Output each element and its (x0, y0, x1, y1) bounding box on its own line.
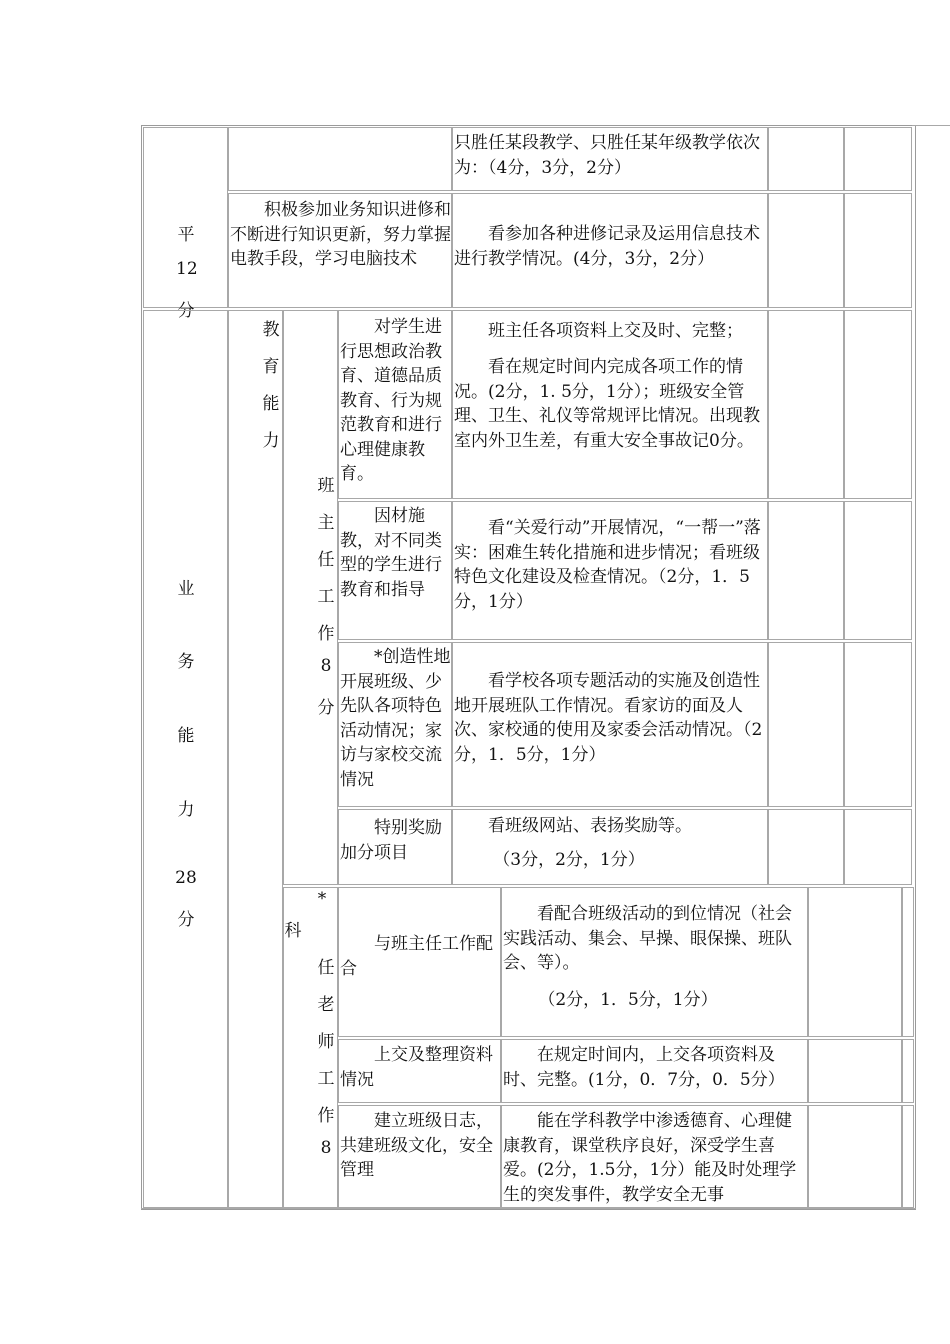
score-cell (844, 501, 912, 640)
score-cell (902, 887, 914, 1037)
item-cell (338, 1039, 501, 1103)
standard-text: 在规定时间内，上交各项资料及时、完整。(1分，0．7分，0．5分） (503, 1045, 785, 1090)
score-cell (902, 1105, 914, 1208)
category-char: 育 (262, 357, 280, 377)
standard-text: 看配合班级活动的到位情况（社会实践活动、集会、早操、眼保操、班队会、等）。 (503, 904, 792, 973)
section-label-cell (143, 310, 228, 1208)
subcategory-char: 老 (317, 995, 335, 1015)
standard-text: 看在规定时间内完成各项工作的情况。(2分，1. 5分，1分）；班级安全管理、卫生、礼仪等常规评比情况。出现教室内外卫生差，有重大安全事故记0分。 (454, 357, 760, 451)
item-cell (338, 642, 452, 807)
score-cell (768, 501, 844, 640)
score-cell (902, 1039, 914, 1103)
item-text: 对学生进行思想政治教育、道德品质教育、行为规范教育和进行心理健康教育。 (340, 317, 442, 484)
item-cell (338, 887, 501, 1037)
subcategory-char: 分 (317, 698, 335, 718)
score-cell (808, 887, 902, 1037)
category-char: 能 (262, 394, 280, 414)
score-cell (844, 310, 912, 499)
section-label-char: 28 (175, 868, 197, 888)
item-text: 积极参加业务知识进修和不断进行知识更新，努力掌握电教手段，学习电脑技术 (230, 200, 451, 269)
item-cell (338, 1105, 501, 1208)
score-cell (768, 809, 844, 885)
section-label-char: 平 (177, 225, 195, 245)
section-label-char: 分 (177, 301, 195, 321)
table-bottom-rule (141, 1208, 916, 1209)
standard-text: （2分，1．5分，1分） (538, 990, 718, 1010)
score-cell (768, 642, 844, 807)
table-edge-rule (912, 125, 950, 126)
item-cell (338, 501, 452, 640)
score-cell (768, 127, 844, 191)
subcategory-char: 师 (317, 1032, 335, 1052)
standard-text: （3分，2分，1分） (493, 850, 645, 870)
category-char: 教 (262, 320, 280, 340)
item-text: 上交及整理资料情况 (340, 1045, 493, 1090)
standard-cell (452, 127, 768, 191)
item-cell (338, 809, 452, 885)
score-cell (844, 127, 912, 191)
standard-cell (452, 310, 768, 499)
standard-text: 看学校各项专题活动的实施及创造性地开展班队工作情况。看家访的面及人次、家校通的使用及家委会活动情况。（2分，1．5分，1分） (454, 671, 763, 765)
section-label-cell (143, 127, 228, 308)
standard-cell (452, 642, 768, 807)
subcategory-char: 主 (317, 513, 335, 533)
section-label-char: 力 (177, 800, 195, 820)
item-cell (228, 193, 452, 308)
subcategory-char: 作 (317, 624, 335, 644)
subcategory-char: 任 (317, 550, 335, 570)
item-text: 特别奖励加分项目 (340, 818, 442, 863)
item-text: 与班主任工作配合 (340, 934, 493, 979)
section-label-char: 分 (177, 910, 195, 930)
standard-cell (501, 1039, 808, 1103)
score-cell (844, 193, 912, 308)
standard-cell (501, 887, 808, 1037)
standard-cell (452, 809, 768, 885)
subcategory-char: 8 (320, 656, 332, 676)
standard-text: 看参加各种进修记录及运用信息技术进行教学情况。(4分，3分，2分） (454, 224, 760, 269)
standard-text: 看“关爱行动”开展情况，“一帮一”落实：困难生转化措施和进步情况；看班级特色文化建设及检查情况。（2分，1．5分，1分） (454, 518, 761, 612)
section-label-char: 务 (177, 652, 195, 672)
subcategory-char: 作 (317, 1106, 335, 1126)
item-text: 因材施教，对不同类型的学生进行教育和指导 (340, 506, 442, 600)
subcategory-char: 科 (284, 921, 302, 941)
item-cell (338, 310, 452, 499)
section-label-char: 12 (176, 259, 198, 279)
standard-cell (452, 501, 768, 640)
subcategory-char: 任 (317, 958, 335, 978)
score-cell (808, 1039, 902, 1103)
subcategory-char: * (317, 889, 327, 909)
item-cell (228, 127, 452, 191)
score-cell (768, 310, 844, 499)
standard-text: 看班级网站、表扬奖励等。 (488, 816, 692, 836)
section-label-char: 能 (177, 726, 195, 746)
standard-text: 班主任各项资料上交及时、完整； (488, 321, 743, 341)
subcategory-char: 工 (317, 587, 335, 607)
standard-text: 能在学科教学中渗透德育、心理健康教育，课堂秩序良好，深受学生喜爱。(2分，1.5分，1分）能及时处理学生的突发事件，教学安全无事 (503, 1111, 797, 1205)
standard-cell (501, 1105, 808, 1208)
item-text: 建立班级日志，共建班级文化，安全管理 (340, 1111, 493, 1180)
subcategory-char: 班 (317, 476, 335, 496)
item-text: *创造性地开展班级、少先队各项特色活动情况；家访与家校交流情况 (340, 647, 451, 790)
score-cell (844, 809, 912, 885)
score-cell (844, 642, 912, 807)
standard-cell (452, 193, 768, 308)
subcategory-char: 工 (317, 1069, 335, 1089)
score-cell (768, 193, 844, 308)
subcategory-char: 8 (320, 1138, 332, 1158)
score-cell (808, 1105, 902, 1208)
category-char: 力 (262, 431, 280, 451)
standard-text: 只胜任某段教学、只胜任某年级教学依次为：（4分，3分，2分） (454, 133, 760, 178)
section-label-char: 业 (177, 579, 195, 599)
